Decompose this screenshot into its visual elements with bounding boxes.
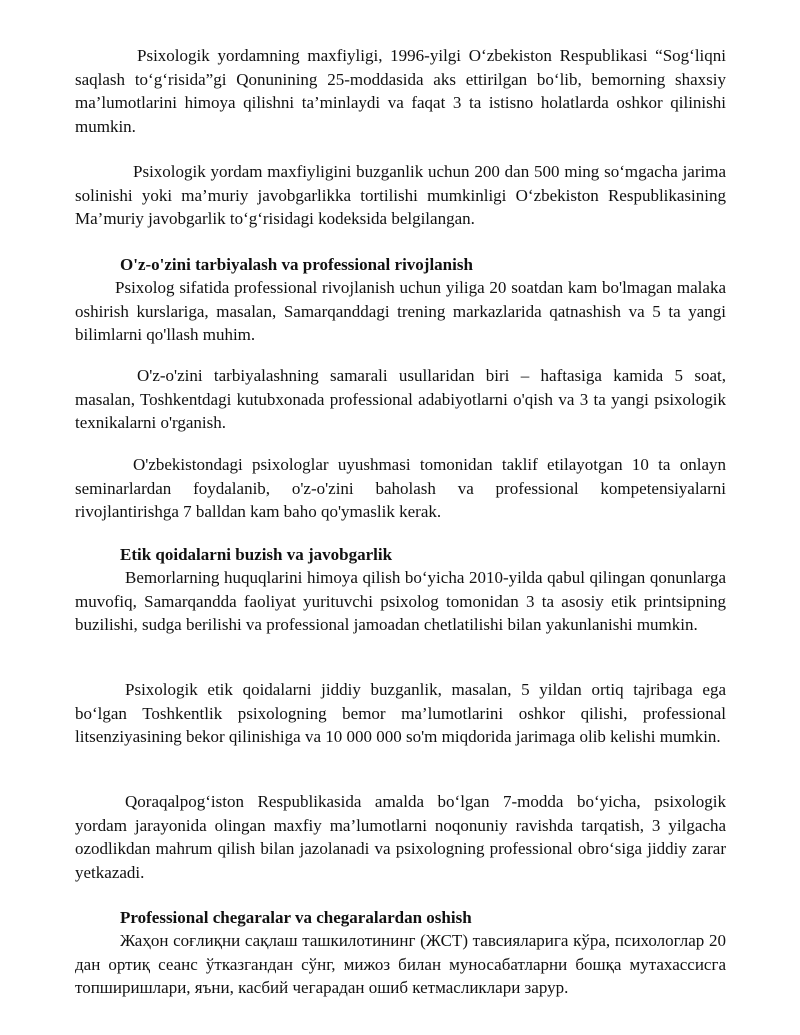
paragraph: Psixologik yordam maxfiyligini buzganlik uchun 200 dan 500 ming so‘mgacha jarima solinishi yoki ma’muriy javobgarlikka tortilishi mumkinligi O‘zbekiston Respublikasining Ma’muriy javobgarlik to‘g‘risidagi kodeksida belgilangan.: [75, 162, 726, 228]
paragraph: Psixologik etik qoidalarni jiddiy buzganlik, masalan, 5 yildan ortiq tajribaga ega bo‘lgan Toshkentlik psixologning bemor ma’lumotlarini oshkor qilishi, professional litsenziyasining bekor qilinishiga va 10 000 000 so'm miqdorida jarimaga olib kelishi mumkin.: [75, 680, 726, 746]
paragraph: Жаҳон соғлиқни сақлаш ташкилотининг (ЖСТ) тавсияларига кўра, психологлар 20 дан ортиқ сеанс ўтказгандан сўнг, мижоз билан муносабатларни бошқа мутахассисга топширишлари, яъни, касбий чегарадан ошиб кетмасликлари зарур.: [75, 931, 726, 997]
section-heading: Etik qoidalarni buzish va javobgarlik: [120, 545, 393, 564]
paragraph: O'z-o'zini tarbiyalashning samarali usullaridan biri – haftasiga kamida 5 soat, masalan, Toshkentdagi kutubxonada professional adabiyotlarni o'qish va 3 ta yangi psixologik texnikalarni o'rganish.: [75, 366, 726, 432]
paragraph: Psixologik yordamning maxfiyligi, 1996-yilgi O‘zbekiston Respublikasi “Sog‘liqni saqlash to‘g‘risida”gi Qonunining 25-moddasida aks ettirilgan bo‘lib, bemorning shaxsiy ma’lumotlarini himoya qilishni ta’minlaydi va faqat 3 ta istisno holatlarda oshkor qilinishi mumkin.: [75, 46, 726, 136]
section-heading: O'z-o'zini tarbiyalash va professional rivojlanish: [120, 255, 473, 274]
paragraph: Bemorlarning huquqlarini himoya qilish bo‘yicha 2010-yilda qabul qilingan qonunlarga muvofiq, Samarqandda faoliyat yurituvchi psixolog tomonidan 3 ta asosiy etik printsipning buzilishi, sudga berilishi va professional jamoadan chetlatilishi bilan yakunlanishi mumkin.: [75, 568, 726, 634]
paragraph: Psixolog sifatida professional rivojlanish uchun yiliga 20 soatdan kam bo'lmagan malaka oshirish kurslariga, masalan, Samarqanddagi trening markazlarida qatnashish va 5 ta yangi bilimlarni qo'llash muhim.: [75, 278, 726, 344]
paragraph: Qoraqalpog‘iston Respublikasida amalda bo‘lgan 7-modda bo‘yicha, psixologik yordam jarayonida olingan maxfiy ma’lumotlarni noqonuniy ravishda tarqatish, 3 yilgacha ozodlikdan mahrum qilish bilan jazolanadi va psixologning professional obro‘siga jiddiy zarar yetkazadi.: [75, 792, 726, 882]
paragraph: O'zbekistondagi psixologlar uyushmasi tomonidan taklif etilayotgan 10 ta onlayn seminarlardan foydalanib, o'z-o'zini baholash va professional kompetensiyalarni rivojlantirishga 7 balldan kam baho qo'ymaslik kerak.: [75, 455, 726, 521]
section-heading: Professional chegaralar va chegaralardan oshish: [120, 908, 472, 927]
